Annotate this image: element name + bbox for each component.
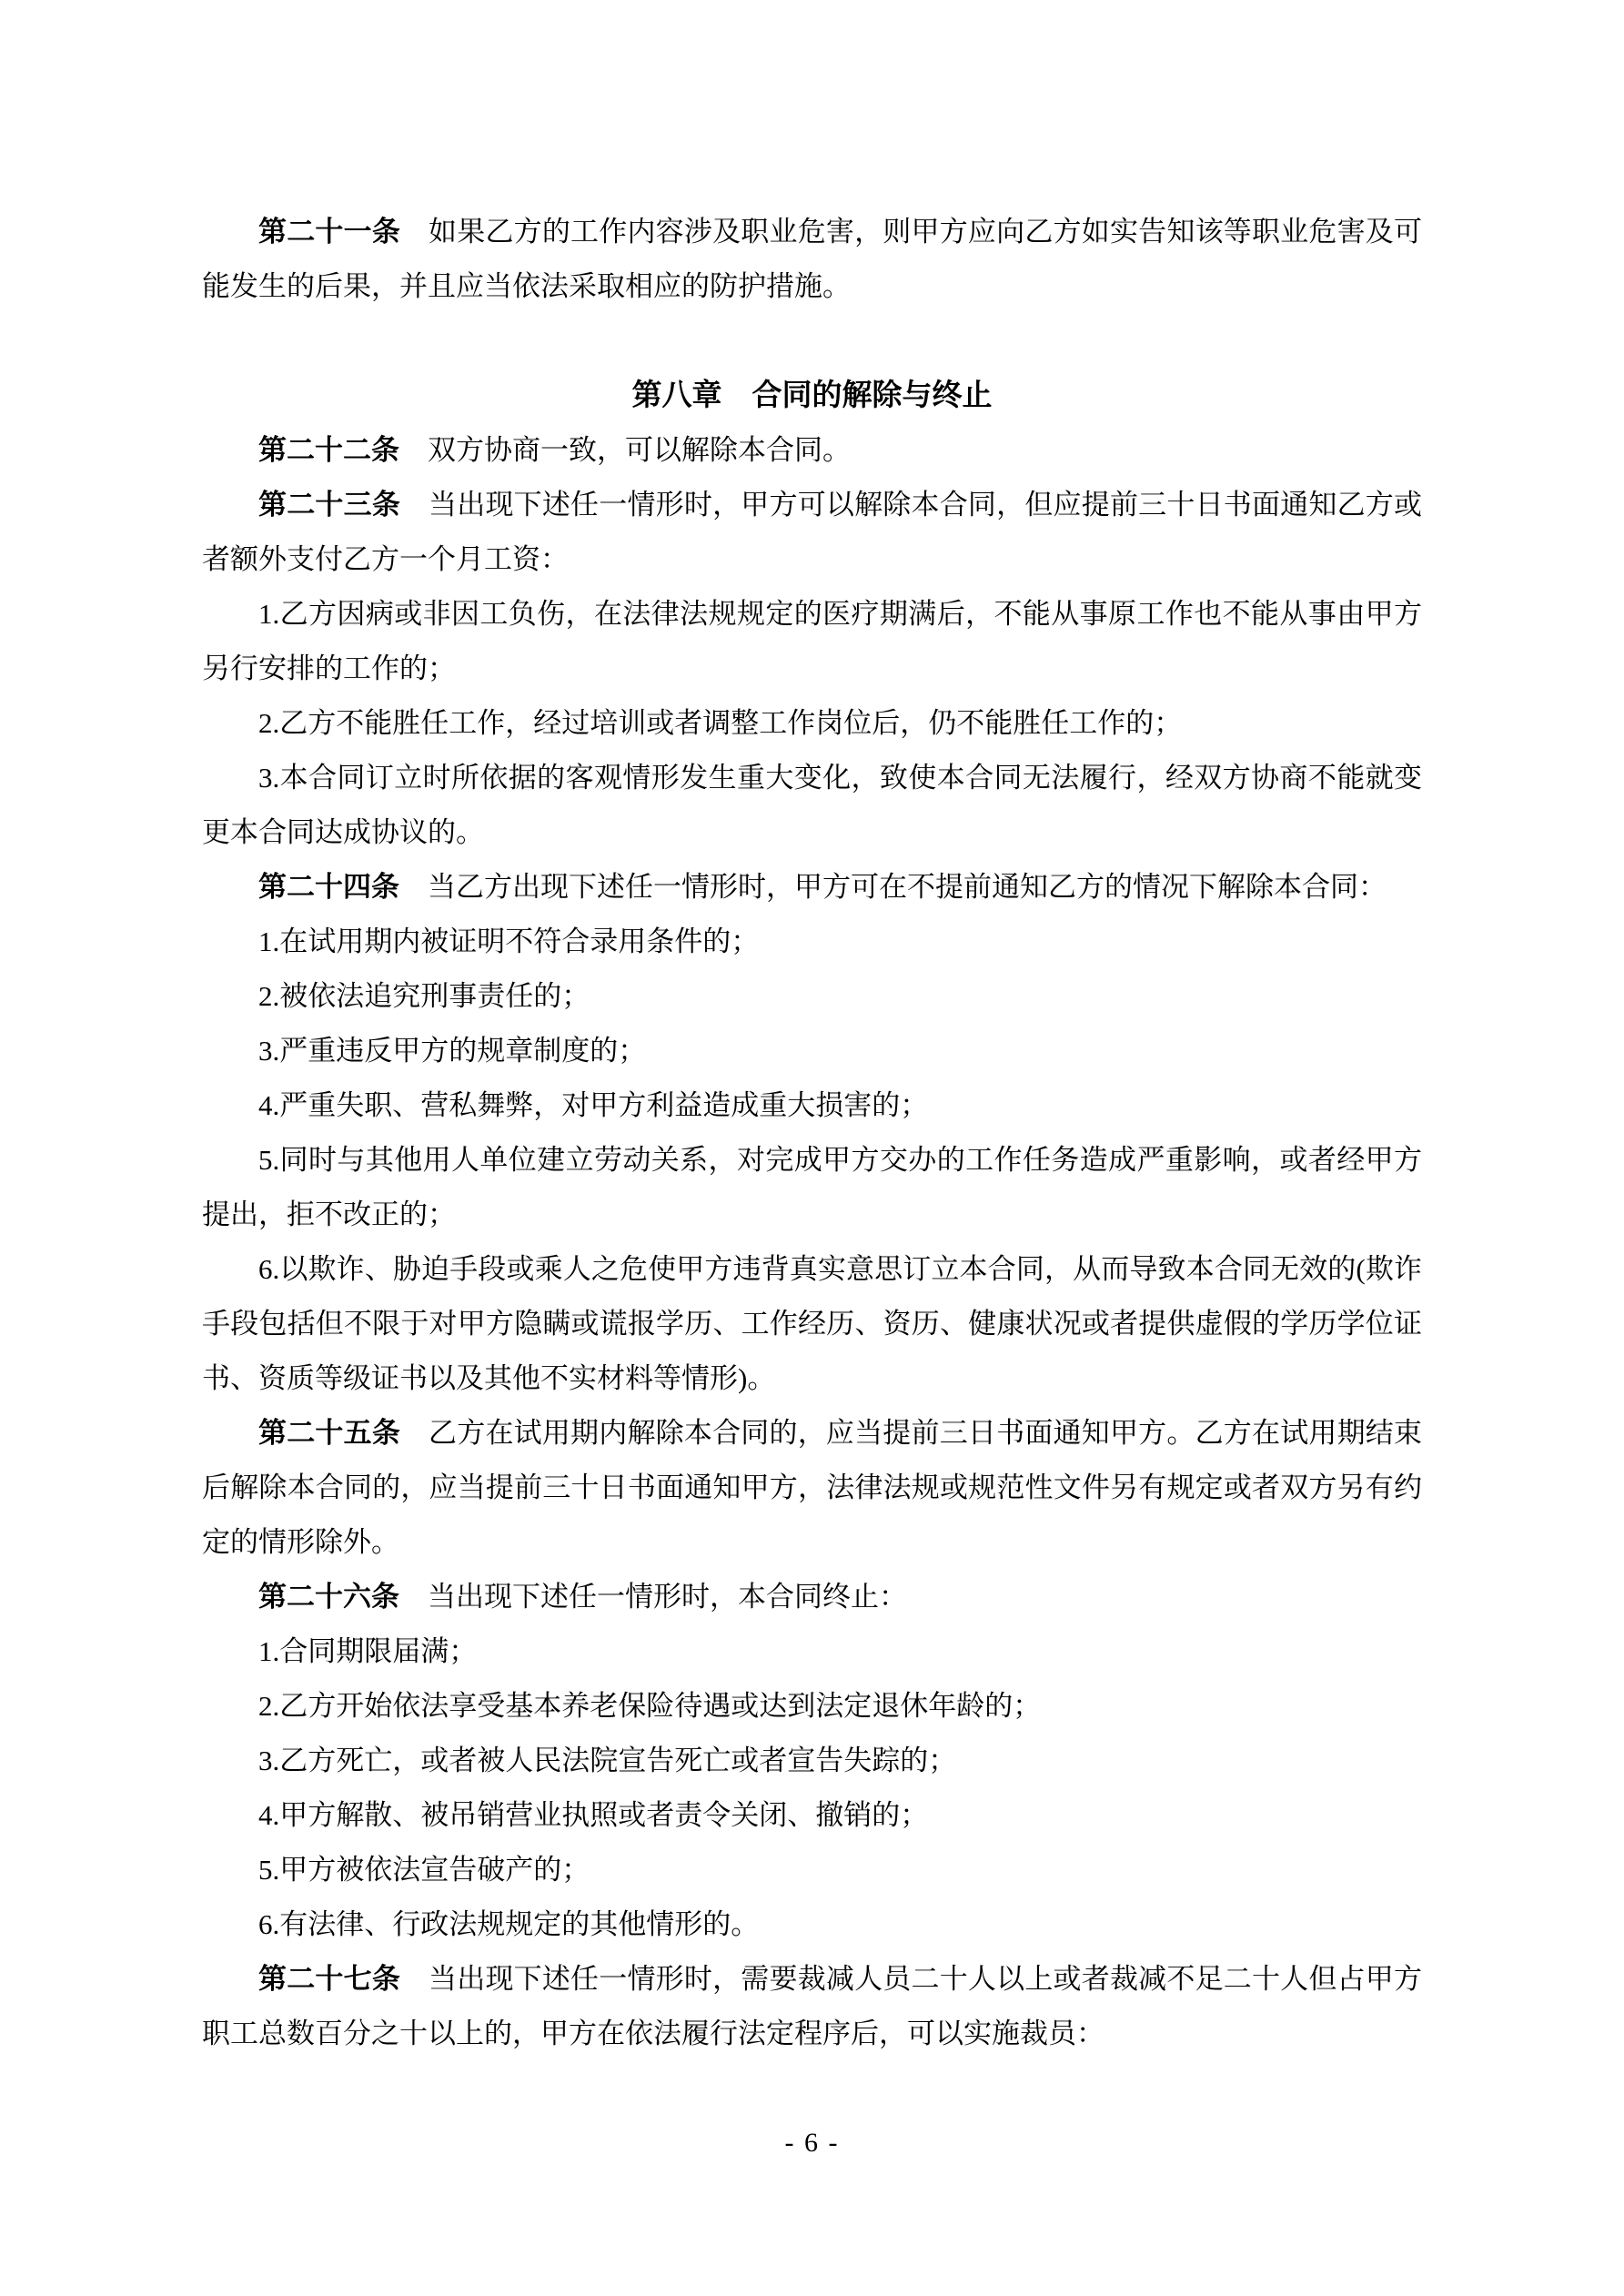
article-paragraph [202, 860, 1422, 915]
list-item-paragraph [202, 1024, 1422, 1078]
article-text: 当乙方出现下述任一情形时，甲方可在不提前通知乙方的情况下解除本合同： [428, 871, 1387, 903]
article-paragraph [202, 1952, 1422, 2061]
article-text: 双方协商一致，可以解除本合同。 [428, 434, 851, 466]
list-item-text: 3.严重违反甲方的规章制度的； [258, 1035, 647, 1067]
list-item-paragraph [202, 1734, 1422, 1788]
list-item-paragraph [202, 1624, 1422, 1679]
list-item-text: 3.本合同订立时所依据的客观情形发生重大变化，致使本合同无法履行，经双方协商不能就变更本合同达成协议的。 [202, 762, 1422, 848]
list-item-text: 3.乙方死亡，或者被人民法院宣告死亡或者宣告失踪的； [258, 1745, 957, 1776]
list-item-text: 6.有法律、行政法规规定的其他情形的。 [258, 1908, 760, 1940]
list-item-paragraph [202, 696, 1422, 751]
article-paragraph [202, 1570, 1422, 1624]
list-item-paragraph [202, 1133, 1422, 1242]
list-item-paragraph [202, 1788, 1422, 1843]
list-item-paragraph [202, 915, 1422, 969]
article-number: 第二十六条 [258, 1581, 399, 1613]
list-item-text: 1.合同期限届满； [258, 1635, 478, 1667]
list-item-paragraph [202, 1897, 1422, 1952]
list-item-text: 1.乙方因病或非因工负伤，在法律法规规定的医疗期满后，不能从事原工作也不能从事由甲方另行安排的工作的； [202, 598, 1422, 684]
list-item-text: 4.严重失职、营私舞弊，对甲方利益造成重大损害的； [258, 1089, 929, 1121]
article-number: 第二十三条 [258, 489, 401, 521]
chapter-heading [202, 369, 1422, 423]
list-item-text: 1.在试用期内被证明不符合录用条件的； [258, 925, 760, 957]
list-item-paragraph [202, 1843, 1422, 1897]
list-item-text: 2.乙方开始依法享受基本养老保险待遇或达到法定退休年龄的； [258, 1690, 1042, 1722]
article-number: 第二十二条 [258, 434, 399, 466]
list-item-text: 2.被依法追究刑事责任的； [258, 980, 590, 1012]
list-item-text: 2.乙方不能胜任工作，经过培训或者调整工作岗位后，仍不能胜任工作的； [258, 707, 1183, 739]
list-item-paragraph [202, 1078, 1422, 1133]
article-number: 第二十一条 [258, 216, 401, 248]
article-text: 当出现下述任一情形时，本合同终止： [428, 1581, 907, 1613]
article-number: 第二十四条 [258, 871, 399, 903]
contract-body [202, 205, 1422, 2061]
list-item-paragraph [202, 1679, 1422, 1734]
page-number: - 6 - [784, 2128, 840, 2158]
list-item-paragraph [202, 1242, 1422, 1406]
article-paragraph [202, 478, 1422, 587]
article-text: 当出现下述任一情形时，需要裁减人员二十人以上或者裁减不足二十人但占甲方职工总数百分之十以上的，甲方在依法履行法定程序后，可以实施裁员： [202, 1963, 1423, 2049]
article-paragraph [202, 1406, 1422, 1570]
list-item-text: 5.甲方被依法宣告破产的； [258, 1854, 590, 1886]
article-text: 当出现下述任一情形时，甲方可以解除本合同，但应提前三十日书面通知乙方或者额外支付乙方一个月工资： [202, 489, 1423, 575]
list-item-paragraph [202, 751, 1422, 860]
article-paragraph [202, 205, 1422, 314]
list-item-text: 5.同时与其他用人单位建立劳动关系，对完成甲方交办的工作任务造成严重影响，或者经甲方提出，拒不改正的； [202, 1144, 1422, 1230]
article-number: 第二十五条 [258, 1417, 401, 1449]
article-number: 第二十七条 [258, 1963, 401, 1995]
article-paragraph [202, 423, 1422, 478]
list-item-text: 6.以欺诈、胁迫手段或乘人之危使甲方违背真实意思订立本合同，从而导致本合同无效的(欺诈手段包括但不限于对甲方隐瞒或谎报学历、工作经历、资历、健康状况或者提供虚假的学历学位证书、资质等级证书以及其他不实材料等情形)。 [202, 1253, 1422, 1394]
article-text: 乙方在试用期内解除本合同的，应当提前三日书面通知甲方。乙方在试用期结束后解除本合同的，应当提前三十日书面通知甲方，法律法规或规范性文件另有规定或者双方另有约定的情形除外。 [202, 1417, 1423, 1558]
chapter-heading-text: 第八章 合同的解除与终止 [631, 379, 993, 412]
list-item-text: 4.甲方解散、被吊销营业执照或者责令关闭、撤销的； [258, 1799, 929, 1831]
article-text: 如果乙方的工作内容涉及职业危害，则甲方应向乙方如实告知该等职业危害及可能发生的后果，并且应当依法采取相应的防护措施。 [202, 216, 1423, 302]
list-item-paragraph [202, 587, 1422, 696]
list-item-paragraph [202, 969, 1422, 1024]
